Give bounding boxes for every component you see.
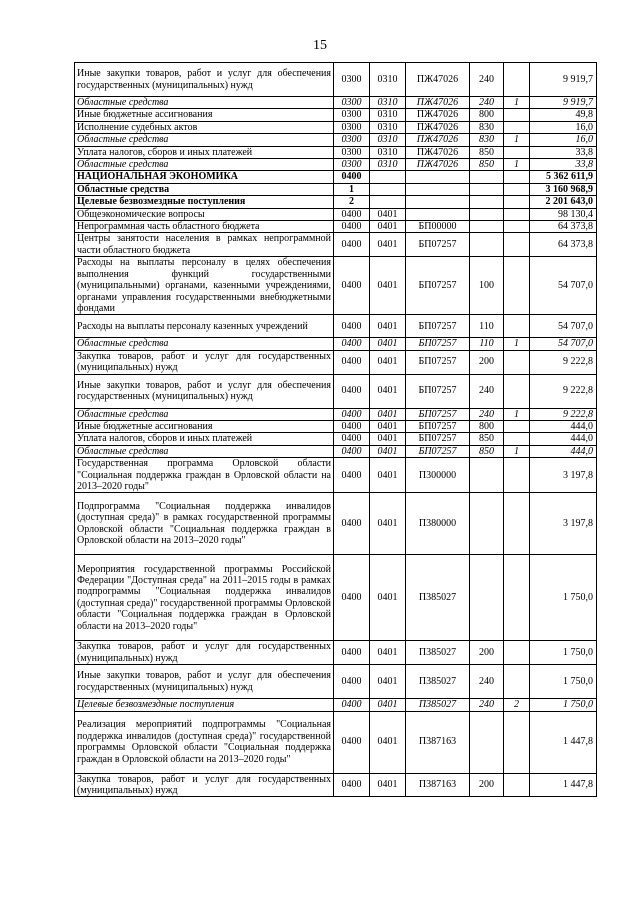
funding-source-cell (504, 433, 530, 445)
section-code-cell: 0400 (334, 171, 370, 183)
subsection-code-cell (370, 171, 406, 183)
target-item-cell: БП07257 (406, 257, 470, 315)
expense-name-cell: Иные бюджетные ассигнования (75, 420, 334, 432)
subsection-code-cell: 0401 (370, 350, 406, 374)
table-row (75, 641, 597, 665)
table-row (75, 445, 597, 457)
target-item-cell (406, 171, 470, 183)
table-row (75, 183, 597, 195)
target-item-cell: П385027 (406, 641, 470, 665)
subsection-code-cell: 0401 (370, 221, 406, 233)
section-code-cell: 0400 (334, 338, 370, 350)
expense-name-cell: Иные закупки товаров, работ и услуг для обеспечения государственных (муниципальных) нужд (75, 63, 334, 97)
funding-source-cell (504, 121, 530, 133)
amount-cell: 33,8 (530, 146, 597, 158)
amount-cell: 1 750,0 (530, 699, 597, 711)
funding-source-cell (504, 458, 530, 493)
table-row (75, 146, 597, 158)
expense-name-cell: Общеэкономические вопросы (75, 208, 334, 220)
expense-type-cell: 200 (470, 350, 504, 374)
expense-name-cell: Закупка товаров, работ и услуг для государственных (муниципальных) нужд (75, 641, 334, 665)
table-row (75, 208, 597, 220)
section-code-cell: 0400 (334, 221, 370, 233)
amount-cell: 1 750,0 (530, 555, 597, 641)
expense-name-cell: Целевые безвозмездные поступления (75, 699, 334, 711)
expense-name-cell: Расходы на выплаты персоналу казенных учреждений (75, 315, 334, 338)
expense-type-cell: 850 (470, 146, 504, 158)
section-code-cell: 0400 (334, 257, 370, 315)
expense-type-cell (470, 221, 504, 233)
funding-source-cell: 1 (504, 134, 530, 146)
funding-source-cell: 2 (504, 699, 530, 711)
section-code-cell: 0400 (334, 711, 370, 773)
table-row (75, 315, 597, 338)
section-code-cell: 0400 (334, 641, 370, 665)
section-code-cell: 1 (334, 183, 370, 195)
subsection-code-cell: 0401 (370, 233, 406, 257)
expense-name-cell: Закупка товаров, работ и услуг для государственных (муниципальных) нужд (75, 350, 334, 374)
subsection-code-cell: 0401 (370, 408, 406, 420)
amount-cell: 444,0 (530, 433, 597, 445)
table-row (75, 196, 597, 208)
subsection-code-cell: 0401 (370, 315, 406, 338)
expense-type-cell (470, 711, 504, 773)
target-item-cell: БП07257 (406, 338, 470, 350)
subsection-code-cell: 0401 (370, 773, 406, 797)
table-row (75, 121, 597, 133)
expense-type-cell: 200 (470, 773, 504, 797)
subsection-code-cell: 0310 (370, 63, 406, 97)
expense-type-cell: 830 (470, 134, 504, 146)
target-item-cell: П385027 (406, 665, 470, 699)
subsection-code-cell: 0401 (370, 445, 406, 457)
target-item-cell: ПЖ47026 (406, 159, 470, 171)
amount-cell: 5 362 611,9 (530, 171, 597, 183)
expense-type-cell: 240 (470, 374, 504, 408)
table-row (75, 63, 597, 97)
expense-name-cell: Областные средства (75, 338, 334, 350)
target-item-cell: П385027 (406, 555, 470, 641)
expense-type-cell: 240 (470, 408, 504, 420)
expense-type-cell (470, 233, 504, 257)
expense-name-cell: Уплата налогов, сборов и иных платежей (75, 146, 334, 158)
table-row (75, 97, 597, 109)
section-code-cell: 0400 (334, 315, 370, 338)
expense-type-cell (470, 196, 504, 208)
expense-type-cell: 240 (470, 63, 504, 97)
target-item-cell: БП07257 (406, 350, 470, 374)
section-code-cell: 0400 (334, 433, 370, 445)
table-row (75, 458, 597, 493)
expense-name-cell: Расходы на выплаты персоналу в целях обеспечения выполнения функций государственными (муниципальными) органами, казенными учреждениями, органами управления государственными внебюджетными фондами (75, 257, 334, 315)
section-code-cell: 0300 (334, 97, 370, 109)
subsection-code-cell: 0310 (370, 134, 406, 146)
funding-source-cell: 1 (504, 97, 530, 109)
section-code-cell: 0300 (334, 109, 370, 121)
expense-type-cell (470, 183, 504, 195)
expense-type-cell: 800 (470, 420, 504, 432)
target-item-cell: БП07257 (406, 374, 470, 408)
amount-cell: 9 919,7 (530, 97, 597, 109)
funding-source-cell: 1 (504, 338, 530, 350)
subsection-code-cell (370, 183, 406, 195)
table-row (75, 109, 597, 121)
expense-name-cell: Центры занятости населения в рамках непрограммной части областного бюджета (75, 233, 334, 257)
expense-name-cell: Непрограммная часть областного бюджета (75, 221, 334, 233)
table-row (75, 493, 597, 555)
expense-type-cell: 240 (470, 97, 504, 109)
table-row (75, 338, 597, 350)
expense-type-cell: 240 (470, 665, 504, 699)
target-item-cell: ПЖ47026 (406, 134, 470, 146)
target-item-cell (406, 196, 470, 208)
funding-source-cell: 1 (504, 445, 530, 457)
expense-type-cell (470, 493, 504, 555)
expense-name-cell: Мероприятия государственной программы Российской Федерации "Доступная среда" на 2011–2015 годы в рамках подпрограммы "Социальная поддержка инвалидов (доступная среда)" государственной программы Орловской области "Социальная поддержка граждан в Орловской области на 2013–2020 годы" (75, 555, 334, 641)
target-item-cell: ПЖ47026 (406, 63, 470, 97)
expense-name-cell: Областные средства (75, 97, 334, 109)
amount-cell: 54 707,0 (530, 338, 597, 350)
subsection-code-cell: 0401 (370, 641, 406, 665)
expense-name-cell: НАЦИОНАЛЬНАЯ ЭКОНОМИКА (75, 171, 334, 183)
funding-source-cell (504, 493, 530, 555)
amount-cell: 444,0 (530, 420, 597, 432)
target-item-cell (406, 208, 470, 220)
expense-type-cell (470, 208, 504, 220)
target-item-cell: БП07257 (406, 408, 470, 420)
expense-type-cell: 850 (470, 159, 504, 171)
funding-source-cell (504, 208, 530, 220)
funding-source-cell: 1 (504, 408, 530, 420)
target-item-cell: ПЖ47026 (406, 146, 470, 158)
amount-cell: 1 750,0 (530, 641, 597, 665)
target-item-cell (406, 183, 470, 195)
target-item-cell: БП07257 (406, 445, 470, 457)
amount-cell: 54 707,0 (530, 257, 597, 315)
section-code-cell: 0400 (334, 699, 370, 711)
table-row (75, 665, 597, 699)
subsection-code-cell: 0401 (370, 433, 406, 445)
amount-cell: 9 222,8 (530, 350, 597, 374)
target-item-cell: П385027 (406, 699, 470, 711)
funding-source-cell (504, 350, 530, 374)
expense-name-cell: Областные средства (75, 159, 334, 171)
amount-cell: 54 707,0 (530, 315, 597, 338)
amount-cell: 9 919,7 (530, 63, 597, 97)
amount-cell: 3 197,8 (530, 493, 597, 555)
amount-cell: 49,8 (530, 109, 597, 121)
target-item-cell: БП07257 (406, 433, 470, 445)
target-item-cell: ПЖ47026 (406, 109, 470, 121)
section-code-cell: 0400 (334, 445, 370, 457)
funding-source-cell: 1 (504, 159, 530, 171)
amount-cell: 1 447,8 (530, 711, 597, 773)
expense-name-cell: Областные средства (75, 408, 334, 420)
expense-name-cell: Иные закупки товаров, работ и услуг для обеспечения государственных (муниципальных) нужд (75, 374, 334, 408)
section-code-cell: 2 (334, 196, 370, 208)
amount-cell: 1 750,0 (530, 665, 597, 699)
expense-name-cell: Областные средства (75, 134, 334, 146)
section-code-cell: 0400 (334, 665, 370, 699)
amount-cell: 1 447,8 (530, 773, 597, 797)
expense-name-cell: Подпрограмма "Социальная поддержка инвалидов (доступная среда)" в рамках государственной программы Орловской области "Социальная поддержка граждан в Орловской области на 2013–2020 годы" (75, 493, 334, 555)
table-row (75, 134, 597, 146)
target-item-cell: БП00000 (406, 221, 470, 233)
amount-cell: 16,0 (530, 134, 597, 146)
table-row (75, 159, 597, 171)
target-item-cell: ПЖ47026 (406, 121, 470, 133)
expense-name-cell: Реализация мероприятий подпрограммы "Социальная поддержка инвалидов (доступная среда)" государственной программы Орловской области "Социальная поддержка граждан в Орловской области на 2013–2020 годы" (75, 711, 334, 773)
table-row (75, 555, 597, 641)
funding-source-cell (504, 196, 530, 208)
section-code-cell: 0400 (334, 420, 370, 432)
expense-name-cell: Исполнение судебных актов (75, 121, 334, 133)
section-code-cell: 0400 (334, 493, 370, 555)
subsection-code-cell: 0401 (370, 493, 406, 555)
section-code-cell: 0300 (334, 63, 370, 97)
funding-source-cell (504, 63, 530, 97)
expense-type-cell (470, 171, 504, 183)
target-item-cell: БП07257 (406, 315, 470, 338)
expense-type-cell: 240 (470, 699, 504, 711)
funding-source-cell (504, 233, 530, 257)
section-code-cell: 0400 (334, 458, 370, 493)
funding-source-cell (504, 146, 530, 158)
table-row (75, 773, 597, 797)
amount-cell: 98 130,4 (530, 208, 597, 220)
subsection-code-cell: 0401 (370, 420, 406, 432)
section-code-cell: 0400 (334, 208, 370, 220)
table-row (75, 233, 597, 257)
subsection-code-cell: 0401 (370, 665, 406, 699)
amount-cell: 64 373,8 (530, 233, 597, 257)
expense-name-cell: Закупка товаров, работ и услуг для государственных (муниципальных) нужд (75, 773, 334, 797)
section-code-cell: 0400 (334, 350, 370, 374)
table-row (75, 699, 597, 711)
subsection-code-cell: 0401 (370, 458, 406, 493)
subsection-code-cell: 0310 (370, 146, 406, 158)
expense-type-cell: 200 (470, 641, 504, 665)
section-code-cell: 0400 (334, 773, 370, 797)
expense-type-cell: 110 (470, 338, 504, 350)
expense-name-cell: Государственная программа Орловской области "Социальная поддержка граждан в Орловской области на 2013–2020 годы" (75, 458, 334, 493)
expense-name-cell: Иные закупки товаров, работ и услуг для обеспечения государственных (муниципальных) нужд (75, 665, 334, 699)
amount-cell: 9 222,8 (530, 408, 597, 420)
subsection-code-cell: 0401 (370, 208, 406, 220)
subsection-code-cell: 0310 (370, 109, 406, 121)
funding-source-cell (504, 773, 530, 797)
section-code-cell: 0400 (334, 233, 370, 257)
subsection-code-cell: 0401 (370, 338, 406, 350)
section-code-cell: 0300 (334, 134, 370, 146)
budget-table-body (75, 63, 597, 797)
table-row (75, 433, 597, 445)
table-row (75, 171, 597, 183)
page-number: 15 (313, 38, 327, 53)
expense-name-cell: Областные средства (75, 445, 334, 457)
target-item-cell: БП07257 (406, 420, 470, 432)
section-code-cell: 0400 (334, 555, 370, 641)
expense-name-cell: Областные средства (75, 183, 334, 195)
funding-source-cell (504, 315, 530, 338)
funding-source-cell (504, 257, 530, 315)
subsection-code-cell: 0401 (370, 711, 406, 773)
amount-cell: 3 197,8 (530, 458, 597, 493)
target-item-cell: П300000 (406, 458, 470, 493)
table-row (75, 408, 597, 420)
expense-type-cell: 100 (470, 257, 504, 315)
expense-type-cell: 800 (470, 109, 504, 121)
expense-type-cell: 110 (470, 315, 504, 338)
subsection-code-cell: 0310 (370, 97, 406, 109)
expense-type-cell (470, 555, 504, 641)
subsection-code-cell: 0401 (370, 555, 406, 641)
section-code-cell: 0400 (334, 374, 370, 408)
table-row (75, 221, 597, 233)
expense-name-cell: Уплата налогов, сборов и иных платежей (75, 433, 334, 445)
subsection-code-cell: 0310 (370, 159, 406, 171)
funding-source-cell (504, 171, 530, 183)
table-row (75, 350, 597, 374)
table-row (75, 257, 597, 315)
section-code-cell: 0400 (334, 408, 370, 420)
target-item-cell: БП07257 (406, 233, 470, 257)
subsection-code-cell: 0401 (370, 257, 406, 315)
funding-source-cell (504, 374, 530, 408)
subsection-code-cell (370, 196, 406, 208)
section-code-cell: 0300 (334, 121, 370, 133)
section-code-cell: 0300 (334, 159, 370, 171)
funding-source-cell (504, 555, 530, 641)
funding-source-cell (504, 641, 530, 665)
funding-source-cell (504, 420, 530, 432)
amount-cell: 9 222,8 (530, 374, 597, 408)
target-item-cell: ПЖ47026 (406, 97, 470, 109)
expense-name-cell: Целевые безвозмездные поступления (75, 196, 334, 208)
amount-cell: 3 160 968,9 (530, 183, 597, 195)
expense-type-cell: 850 (470, 433, 504, 445)
subsection-code-cell: 0310 (370, 121, 406, 133)
subsection-code-cell: 0401 (370, 374, 406, 408)
expense-type-cell: 850 (470, 445, 504, 457)
funding-source-cell (504, 183, 530, 195)
table-row (75, 374, 597, 408)
funding-source-cell (504, 221, 530, 233)
budget-table (74, 62, 597, 797)
section-code-cell: 0300 (334, 146, 370, 158)
funding-source-cell (504, 665, 530, 699)
target-item-cell: П380000 (406, 493, 470, 555)
expense-name-cell: Иные бюджетные ассигнования (75, 109, 334, 121)
target-item-cell: П387163 (406, 711, 470, 773)
funding-source-cell (504, 109, 530, 121)
expense-type-cell: 830 (470, 121, 504, 133)
amount-cell: 2 201 643,0 (530, 196, 597, 208)
amount-cell: 444,0 (530, 445, 597, 457)
table-row (75, 711, 597, 773)
amount-cell: 16,0 (530, 121, 597, 133)
expense-type-cell (470, 458, 504, 493)
target-item-cell: П387163 (406, 773, 470, 797)
funding-source-cell (504, 711, 530, 773)
table-row (75, 420, 597, 432)
amount-cell: 33,8 (530, 159, 597, 171)
subsection-code-cell: 0401 (370, 699, 406, 711)
amount-cell: 64 373,8 (530, 221, 597, 233)
